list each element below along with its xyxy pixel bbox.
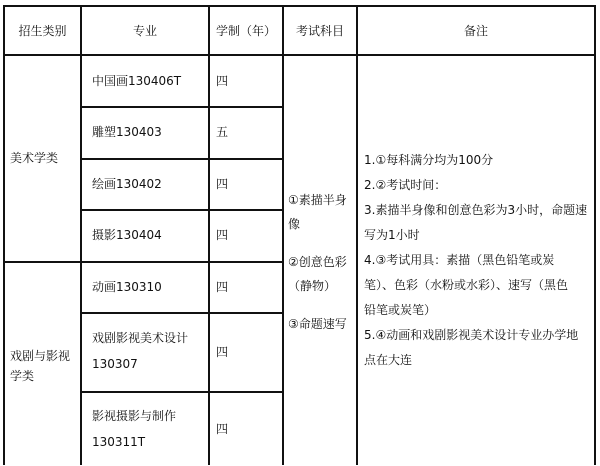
col-sep-1	[80, 5, 82, 465]
major-cell: 绘画130402	[92, 177, 162, 191]
duration-cell: 五	[216, 125, 229, 139]
duration-cell: 四	[216, 280, 229, 294]
header-major: 专业	[132, 24, 157, 38]
major-cell-line2: 130307	[92, 357, 138, 371]
duration-cell: 四	[216, 228, 229, 242]
category-fine-arts: 美术学类	[10, 151, 59, 165]
subject-line: ③命题速写	[288, 317, 347, 331]
major-cell: 雕塑130403	[92, 125, 162, 139]
row-sep-2	[80, 158, 284, 160]
header-duration: 学制（年）	[215, 24, 276, 38]
subject-line: ②创意色彩	[288, 255, 347, 269]
header-remarks: 备注	[463, 24, 488, 38]
table-border-top	[3, 5, 595, 7]
remark-line: 笔）、色彩（水粉或水彩）、速写（黑色	[364, 278, 569, 292]
table-border-left	[3, 5, 5, 465]
major-cell: 动画130310	[92, 280, 162, 294]
remark-line: 5.④动画和戏剧影视美术设计专业办学地	[364, 328, 579, 342]
row-sep-5	[80, 312, 284, 314]
subject-line: ①素描半身	[288, 193, 347, 207]
remark-line: 3.素描半身像和创意色彩为3小时，命题速	[364, 203, 588, 217]
table-border-right	[594, 5, 596, 465]
category-drama-film-line2: 学类	[10, 369, 35, 383]
major-cell: 摄影130404	[92, 228, 162, 242]
col-sep-4	[356, 5, 358, 465]
category-drama-film-line1: 戏剧与影视	[10, 349, 71, 363]
remark-line: 1.①每科满分均为100分	[364, 153, 494, 167]
row-sep-1	[80, 106, 284, 108]
major-cell-line2: 130311T	[92, 435, 146, 449]
row-sep-4	[3, 261, 284, 263]
header-subjects: 考试科目	[295, 24, 344, 38]
duration-cell: 四	[216, 74, 229, 88]
duration-cell: 四	[216, 177, 229, 191]
col-sep-2	[208, 5, 210, 465]
major-cell: 中国画130406T	[92, 74, 182, 88]
remark-line: 点在大连	[364, 353, 413, 367]
subject-line: 像	[288, 217, 301, 231]
col-sep-3	[282, 5, 284, 465]
subject-line: （静物）	[288, 279, 337, 293]
remark-line: 写为1小时	[364, 228, 420, 242]
header-divider	[3, 54, 595, 56]
duration-cell: 四	[216, 345, 229, 359]
duration-cell: 四	[216, 422, 229, 436]
remark-line: 铅笔或炭笔）	[364, 303, 437, 317]
remark-line: 4.③考试用具：素描（黑色铅笔或炭	[364, 253, 555, 267]
row-sep-3	[80, 209, 284, 211]
major-cell-line1: 戏剧影视美术设计	[92, 331, 189, 345]
row-sep-6	[80, 391, 284, 393]
remark-line: 2.②考试时间：	[364, 178, 447, 192]
major-cell-line1: 影视摄影与制作	[92, 409, 177, 423]
header-category: 招生类别	[18, 24, 67, 38]
